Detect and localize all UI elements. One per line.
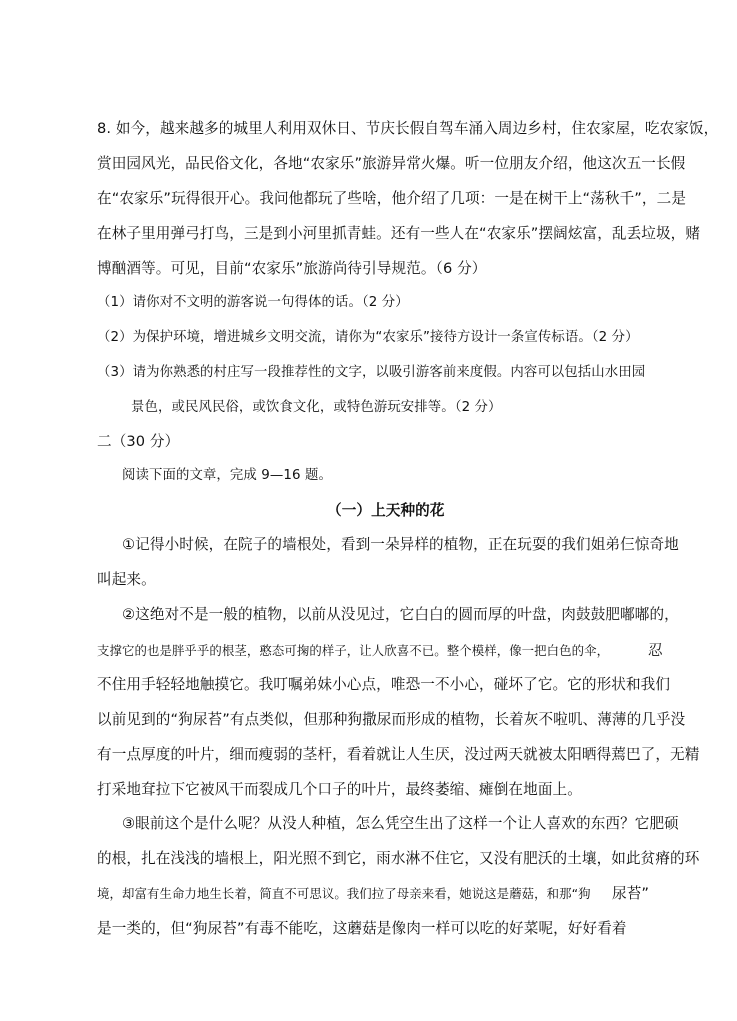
paragraph-2-line-1: ②这绝对不是一般的植物，以前从没见过，它白白的圆而厚的叶盘，肉鼓鼓肥嘟嘟的， (122, 606, 679, 623)
paragraph-3-line-3: 境，却富有生命力地生长着，简直不可思议。我们拉了母亲来看，她说这是蘑菇，和那“狗 (97, 886, 591, 901)
q8-sub-question-3-line-1: （3）请为你熟悉的村庄写一段推荐性的文字，以吸引游客前来度假。内容可以包括山水田园 (97, 365, 646, 380)
q8-sub-question-1: （1）请你对不文明的游客说一句得体的话。（2 分） (97, 295, 409, 310)
paragraph-3-line-2: 的根，扎在浅浅的墙根上，阳光照不到它，雨水淋不住它，又没有肥沃的土壤，如此贫瘠的环 (97, 850, 700, 867)
paragraph-3-line-1: ③眼前这个是什么呢？从没人种植，怎么凭空生出了这样一个让人喜欢的东西？它肥硕 (122, 815, 679, 832)
q8-line-4: 在林子里用弹弓打鸟，三是到小河里抓青蛙。还有一些人在“农家乐”摆阔炫富，乱丢垃圾，赌 (97, 225, 701, 242)
paragraph-3-line-3-end: 尿苔” (612, 885, 650, 902)
q8-line-2: 赏田园风光，品民俗文化，各地“农家乐”旅游异常火爆。听一位朋友介绍，他这次五一长假 (97, 155, 686, 172)
passage-title: （一）上天种的花 (327, 502, 445, 519)
paragraph-2-line-3: 不住用手轻轻地触摸它。我叮嘱弟妹小心点，唯恐一不小心，碰坏了它。它的形状和我们 (97, 676, 671, 693)
q8-sub-question-2: （2）为保护环境，增进城乡文明交流，请你为“农家乐”接待方设计一条宣传标语。（2 分） (97, 330, 639, 345)
paragraph-2-line-4: 以前见到的“狗尿苔”有点类似，但那种狗撒尿而形成的植物，长着灰不啦叽、薄薄的几乎没 (97, 711, 686, 728)
q8-line-1: 8. 如今，越来越多的城里人利用双休日、节庆长假自驾车涌入周边乡村，住农家屋，吃农家饭， (97, 120, 719, 137)
q8-line-5: 博酗酒等。可见，目前“农家乐”旅游尚待引导规范。（6 分） (97, 260, 487, 277)
q8-sub-question-3-line-2: 景色，或民风民俗，或饮食文化，或特色游玩安排等。（2 分） (131, 400, 502, 415)
paragraph-2-line-5: 有一点厚度的叶片，细而瘦弱的茎杆，看着就让人生厌，没过两天就被太阳晒得蔫巴了，无精 (97, 746, 700, 763)
section-2-heading: 二（30 分） (97, 433, 180, 450)
paragraph-2-line-2: 支撑它的也是胖乎乎的根茎，憨态可掬的样子，让人欣喜不已。整个模样，像一把白色的伞， (97, 643, 610, 658)
q8-line-3: 在“农家乐”玩得很开心。我问他都玩了些啥，他介绍了几项：一是在树干上“荡秋千”，二是 (97, 190, 687, 207)
paragraph-2-line-6: 打采地耷拉下它被风干而裂成几个口子的叶片，最终萎缩、瘫倒在地面上。 (97, 781, 582, 798)
section-2-instruction: 阅读下面的文章，完成 9—16 题。 (122, 468, 332, 483)
paragraph-1-line-2: 叫起来。 (97, 571, 156, 588)
paragraph-2-line-2-end: 忍 (648, 642, 663, 659)
paragraph-1-line-1: ①记得小时候，在院子的墙根处，看到一朵异样的植物，正在玩耍的我们姐弟仨惊奇地 (122, 536, 679, 553)
paragraph-3-line-4: 是一类的，但“狗尿苔”有毒不能吃，这蘑菇是像肉一样可以吃的好菜呢，好好看着 (97, 920, 627, 937)
